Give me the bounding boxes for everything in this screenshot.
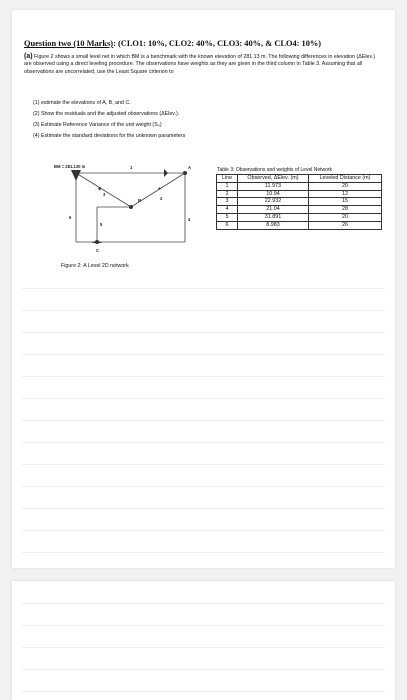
line-label-2: 2: [160, 196, 163, 201]
figure-caption: Figure 2: A Level 2D network: [61, 263, 129, 269]
table-row: [217, 221, 382, 229]
blank-line: [22, 508, 385, 509]
arrow-c-icon: [92, 240, 102, 243]
blank-line: [22, 442, 385, 443]
cell-distance: 12: [309, 190, 382, 198]
cell-distance: 28: [309, 206, 382, 214]
blank-line: [22, 625, 385, 626]
cell-observed: 21.04: [238, 206, 309, 214]
cell-line: 1: [217, 182, 238, 190]
question-title-clos: : (CLO1: 10%, CLO2: 40%, CLO3: 40%, & CLO4: 10%): [113, 39, 322, 48]
task-4: (4) Estimate the standard deviations for the unknown parameters: [33, 133, 186, 139]
blank-line: [22, 691, 385, 692]
cell-observed: 10.94: [238, 190, 309, 198]
table-caption: Table 3: Observations and weights of Level Network: [217, 167, 333, 173]
table-row: [217, 198, 382, 206]
cell-observed: 11.973: [238, 182, 309, 190]
blank-line: [22, 486, 385, 487]
blank-line: [22, 603, 385, 604]
table-row: [217, 213, 382, 221]
bm-label: BM = 281.130 m: [54, 164, 86, 169]
cell-line: 4: [217, 206, 238, 214]
line-label-3: 3: [103, 192, 106, 197]
arrow-3-icon: [98, 187, 101, 191]
cell-line: 2: [217, 190, 238, 198]
blank-line: [22, 420, 385, 421]
arrow-1-icon: [164, 169, 168, 177]
blank-line: [22, 669, 385, 670]
table-row: [217, 182, 382, 190]
cell-observed: 8.983: [238, 221, 309, 229]
line-label-1: 1: [130, 165, 133, 170]
line-label-6: 6: [69, 215, 72, 220]
column-header-distance: Leveled Distance (m): [309, 175, 382, 183]
node-b-label: B: [138, 198, 142, 203]
cell-distance: 26: [309, 221, 382, 229]
question-title: [24, 39, 386, 48]
question-intro: [24, 53, 384, 76]
blank-line: [22, 647, 385, 648]
blank-line: [22, 464, 385, 465]
line-label-4: 4: [188, 217, 191, 222]
level-network-figure: [48, 156, 208, 256]
question-title-main: Question two (10 Marks): [24, 39, 114, 48]
cell-distance: 20: [309, 213, 382, 221]
column-header-observed: Observed, ΔElev. (m): [238, 175, 309, 183]
table-row: [217, 190, 382, 198]
cell-distance: 15: [309, 198, 382, 206]
node-b-point: [129, 205, 133, 209]
task-1: (1) estimate the elevations of A, B, and C.: [33, 100, 131, 106]
blank-line: [22, 376, 385, 377]
cell-line: 5: [217, 213, 238, 221]
node-c-label: C: [96, 248, 100, 253]
document-page-2: [12, 581, 395, 700]
blank-line: [22, 288, 385, 289]
document-page-1: [12, 10, 395, 568]
blank-line: [22, 354, 385, 355]
part-label: (a): [24, 53, 33, 60]
cell-line: 3: [217, 198, 238, 206]
intro-text: Figure 2 shows a small level net in which BM is a benchmark with the known elevation of 281.13 m. The following differences in elevation (ΔElev.) are observed using a direct leveling procedure. The observations have weights as they are given in the third column in Table 3. Assuming that all observations are uncorrelated, use the Least Square criterion to: [24, 54, 375, 75]
blank-line: [22, 332, 385, 333]
cell-observed: 31.891: [238, 213, 309, 221]
node-a-label: A: [188, 165, 192, 170]
observations-table: [216, 174, 382, 230]
table-header-row: [217, 175, 382, 183]
table-row: [217, 206, 382, 214]
node-a-point: [183, 171, 187, 175]
task-2: (2) Show the residuals and the adjusted observations (ΔElev.).: [33, 111, 180, 117]
cell-distance: 20: [309, 182, 382, 190]
line-label-5: 5: [100, 222, 103, 227]
blank-line: [22, 310, 385, 311]
task-3: (3) Estimate Reference Variance of the unit weight (S₀): [33, 122, 162, 128]
blank-line: [22, 552, 385, 553]
cell-observed: 22.932: [238, 198, 309, 206]
blank-line: [22, 398, 385, 399]
blank-line: [22, 530, 385, 531]
cell-line: 6: [217, 221, 238, 229]
column-header-line: Line: [217, 175, 238, 183]
